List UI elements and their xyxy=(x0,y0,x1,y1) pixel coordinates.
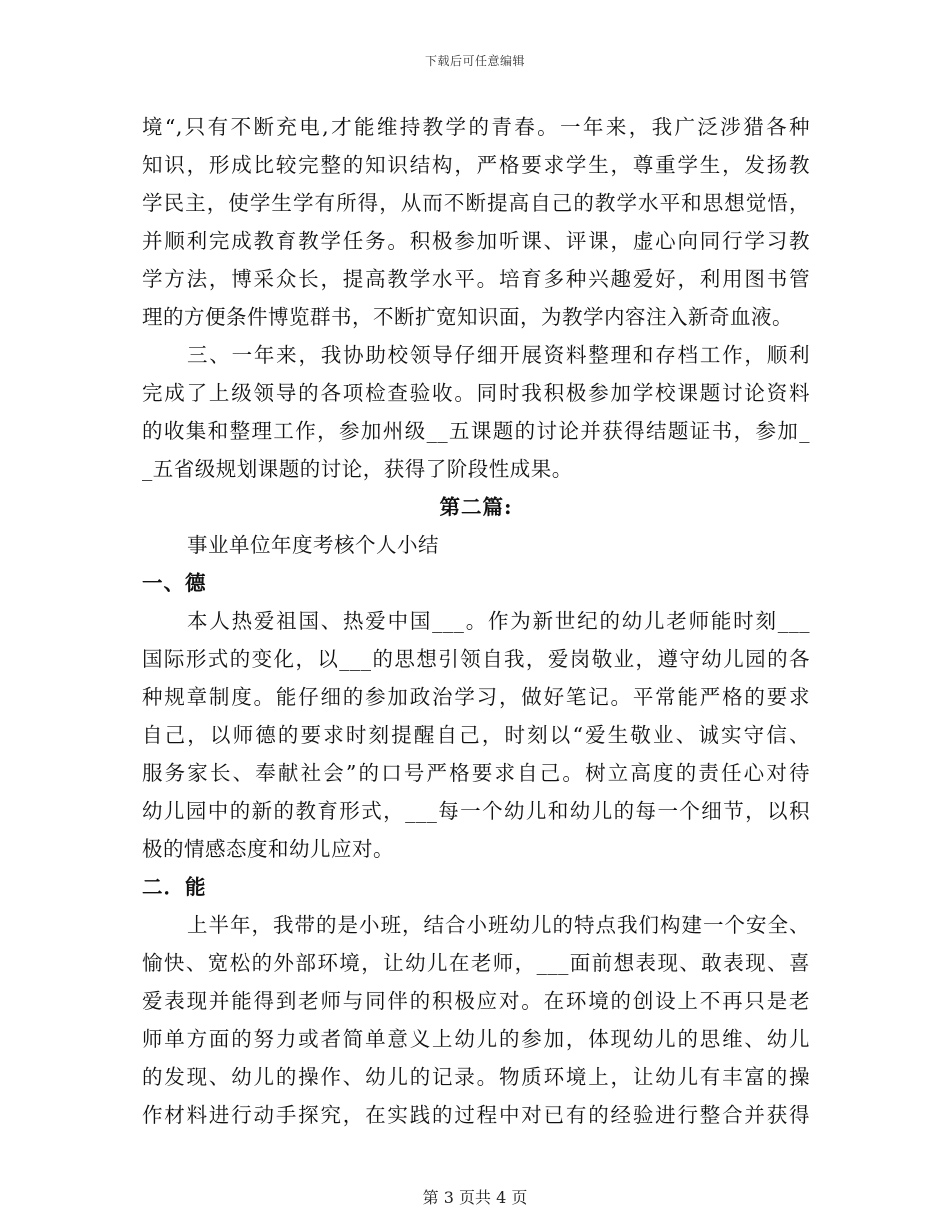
page-header: 下载后可任意编辑 xyxy=(424,54,525,68)
paragraph-line: 爱表现并能得到老师与同伴的积极应对。在环境的创设上不再只是老 xyxy=(142,989,810,1013)
document-subtitle: 事业单位年度考核个人小结 xyxy=(187,533,439,557)
paragraph-line: 自己，以师德的要求时刻提醒自己，时刻以“爱生敬业、诚实守信、 xyxy=(142,723,810,747)
paragraph-line: _五省级规划课题的讨论，获得了阶段性成果。 xyxy=(142,457,573,481)
paragraph-line: 作材料进行动手探究，在实践的过程中对已有的经验进行整合并获得 xyxy=(142,1103,810,1127)
paragraph-line: 国际形式的变化，以___的思想引领自我，爱岗敬业，遵守幼儿园的各 xyxy=(142,647,810,671)
paragraph-line: 愉快、宽松的外部环境，让幼儿在老师，___面前想表现、敢表现、喜 xyxy=(142,951,810,975)
document-body xyxy=(142,108,810,1134)
paragraph-line: 并顺利完成教育教学任务。积极参加听课、评课，虚心向同行学习教 xyxy=(142,229,810,253)
paragraph-line: 本人热爱祖国、热爱中国___。作为新世纪的幼儿老师能时刻___ xyxy=(187,609,810,633)
paragraph-line: 境“,只有不断充电,才能维持教学的青春。一年来，我广泛涉猎各种 xyxy=(142,115,810,139)
section-heading: 一、德 xyxy=(142,571,207,595)
paragraph-line: 师单方面的努力或者简单意义上幼儿的参加，体现幼儿的思维、幼儿 xyxy=(142,1027,810,1051)
paragraph-line: 学方法，博采众长，提高教学水平。培育多种兴趣爱好，利用图书管 xyxy=(142,267,810,291)
paragraph-line: 的发现、幼儿的操作、幼儿的记录。物质环境上，让幼儿有丰富的操 xyxy=(142,1065,810,1089)
section-title: 第二篇: xyxy=(439,495,513,519)
paragraph-line: 知识，形成比较完整的知识结构，严格要求学生，尊重学生，发扬教 xyxy=(142,153,810,177)
paragraph-line: 种规章制度。能仔细的参加政治学习，做好笔记。平常能严格的要求 xyxy=(142,685,810,709)
page-number: 第 3 页共 4 页 xyxy=(422,1188,528,1207)
paragraph-line: 上半年，我带的是小班，结合小班幼儿的特点我们构建一个安全、 xyxy=(187,913,810,937)
paragraph-line: 完成了上级领导的各项检查验收。同时我积极参加学校课题讨论资料 xyxy=(142,381,810,405)
paragraph-line: 学民主，使学生学有所得，从而不断提高自己的教学水平和思想觉悟， xyxy=(142,191,810,215)
paragraph-line: 理的方便条件博览群书，不断扩宽知识面，为教学内容注入新奇血液。 xyxy=(142,305,793,329)
paragraph-line: 幼儿园中的新的教育形式，___每一个幼儿和幼儿的每一个细节，以积 xyxy=(142,799,810,823)
paragraph-line: 三、一年来，我协助校领导仔细开展资料整理和存档工作，顺利 xyxy=(187,343,810,367)
section-heading: 二．能 xyxy=(142,875,207,899)
paragraph-line: 极的情感态度和幼儿应对。 xyxy=(142,837,394,861)
paragraph-line: 服务家长、奉献社会”的口号严格要求自己。树立高度的责任心对待 xyxy=(142,761,810,785)
paragraph-line: 的收集和整理工作，参加州级__五课题的讨论并获得结题证书，参加_ xyxy=(142,419,810,443)
